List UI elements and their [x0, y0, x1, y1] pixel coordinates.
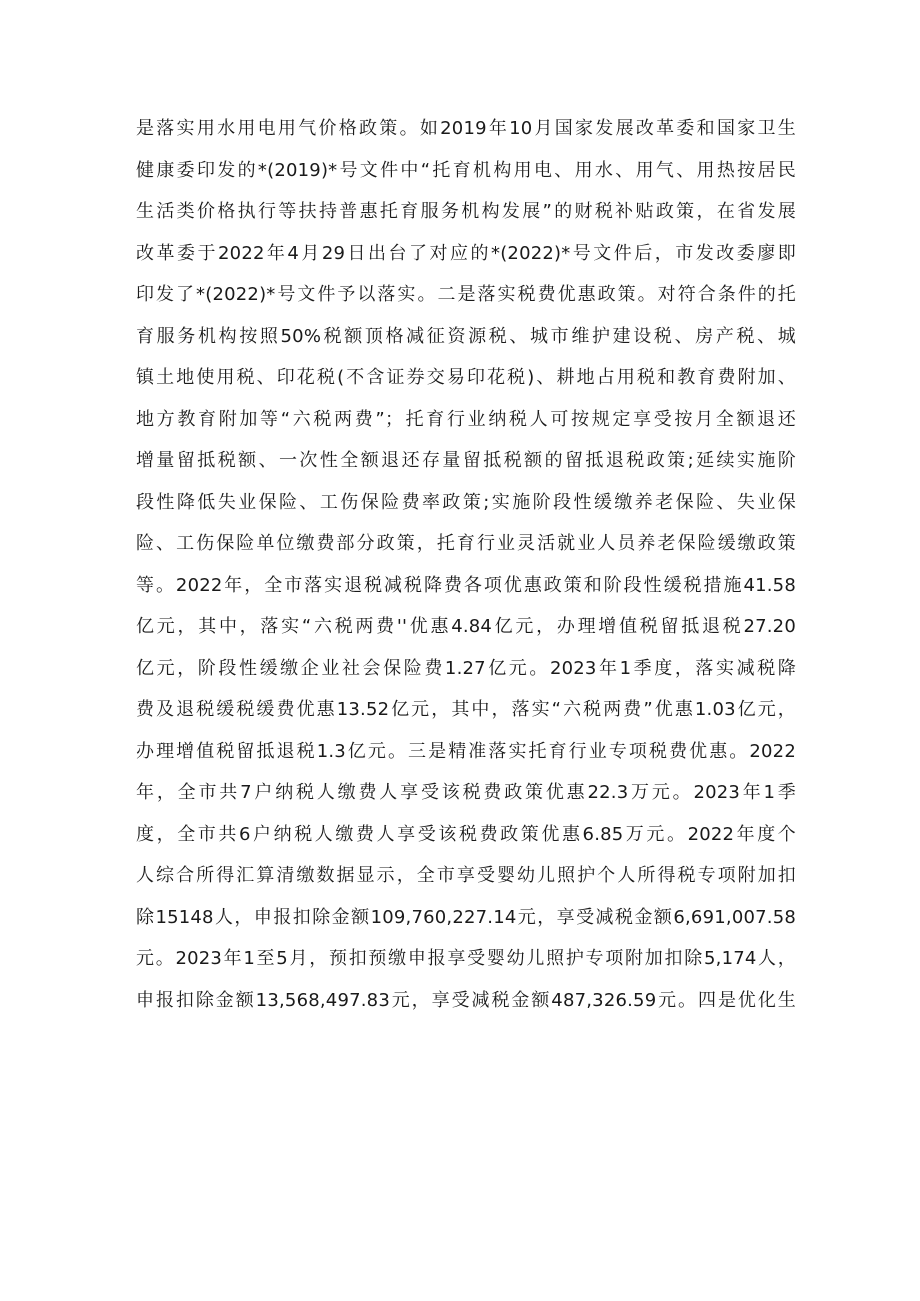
text-line: 段性降低失业保险、工伤保险费率政策;实施阶段性缓缴养老保险、失业保	[136, 491, 796, 513]
text-line: 生活类价格执行等扶持普惠托育服务机构发展”的财税补贴政策，在省发展	[136, 201, 796, 222]
text-line: 亿元，阶段性缓缴企业社会保险费1.27亿元。2023年1季度，落实减税降	[136, 657, 796, 679]
text-line: 亿元，其中，落实“六税两费''优惠4.84亿元，办理增值税留抵退税27.20	[136, 616, 796, 637]
text-line: 度，全市共6户纳税人缴费人享受该税费政策优惠6.85万元。2022年度个	[136, 823, 796, 845]
text-line: 等。2022年，全市落实退税减税降费各项优惠政策和阶段性缓税措施41.58	[136, 574, 796, 596]
text-line: 是落实用水用电用气价格政策。如2019年10月国家发展改革委和国家卫生	[136, 118, 796, 139]
text-line: 印发了*(2022)*号文件予以落实。二是落实税费优惠政策。对符合条件的托	[136, 284, 796, 305]
text-line: 育服务机构按照50%税额顶格减征资源税、城市维护建设税、房产税、城	[136, 325, 796, 347]
text-line: 地方教育附加等“六税两费”；托育行业纳税人可按规定享受按月全额退还	[136, 408, 796, 430]
text-line: 申报扣除金额13,568,497.83元，享受减税金额487,326.59元。四是优化生	[136, 989, 796, 1011]
text-line: 险、工伤保险单位缴费部分政策，托育行业灵活就业人员养老保险缓缴政策	[136, 533, 796, 554]
text-line: 改革委于2022年4月29日出台了对应的*(2022)*号文件后，市发改委廖即	[136, 242, 796, 264]
text-line: 增量留抵税额、一次性全额退还存量留抵税额的留抵退税政策;延续实施阶	[136, 450, 796, 471]
body-paragraph	[136, 108, 796, 1021]
text-line: 除15148人，申报扣除金额109,760,227.14元，享受减税金额6,691,007.58	[136, 906, 796, 928]
text-line: 办理增值税留抵退税1.3亿元。三是精准落实托育行业专项税费优惠。2022	[136, 740, 796, 762]
text-line: 健康委印发的*(2019)*号文件中“托育机构用电、用水、用气、用热按居民	[136, 159, 796, 181]
text-line: 元。2023年1至5月，预扣预缴申报享受婴幼儿照护专项附加扣除5,174人，	[136, 948, 796, 969]
text-line: 年，全市共7户纳税人缴费人享受该税费政策优惠22.3万元。2023年1季	[136, 782, 796, 803]
text-line: 人综合所得汇算清缴数据显示，全市享受婴幼儿照护个人所得税专项附加扣	[136, 865, 796, 886]
text-line: 费及退税缓税缓费优惠13.52亿元，其中，落实“六税两费”优惠1.03亿元，	[136, 699, 796, 720]
text-line: 镇土地使用税、印花税(不含证券交易印花税)、耕地占用税和教育费附加、	[136, 367, 796, 388]
